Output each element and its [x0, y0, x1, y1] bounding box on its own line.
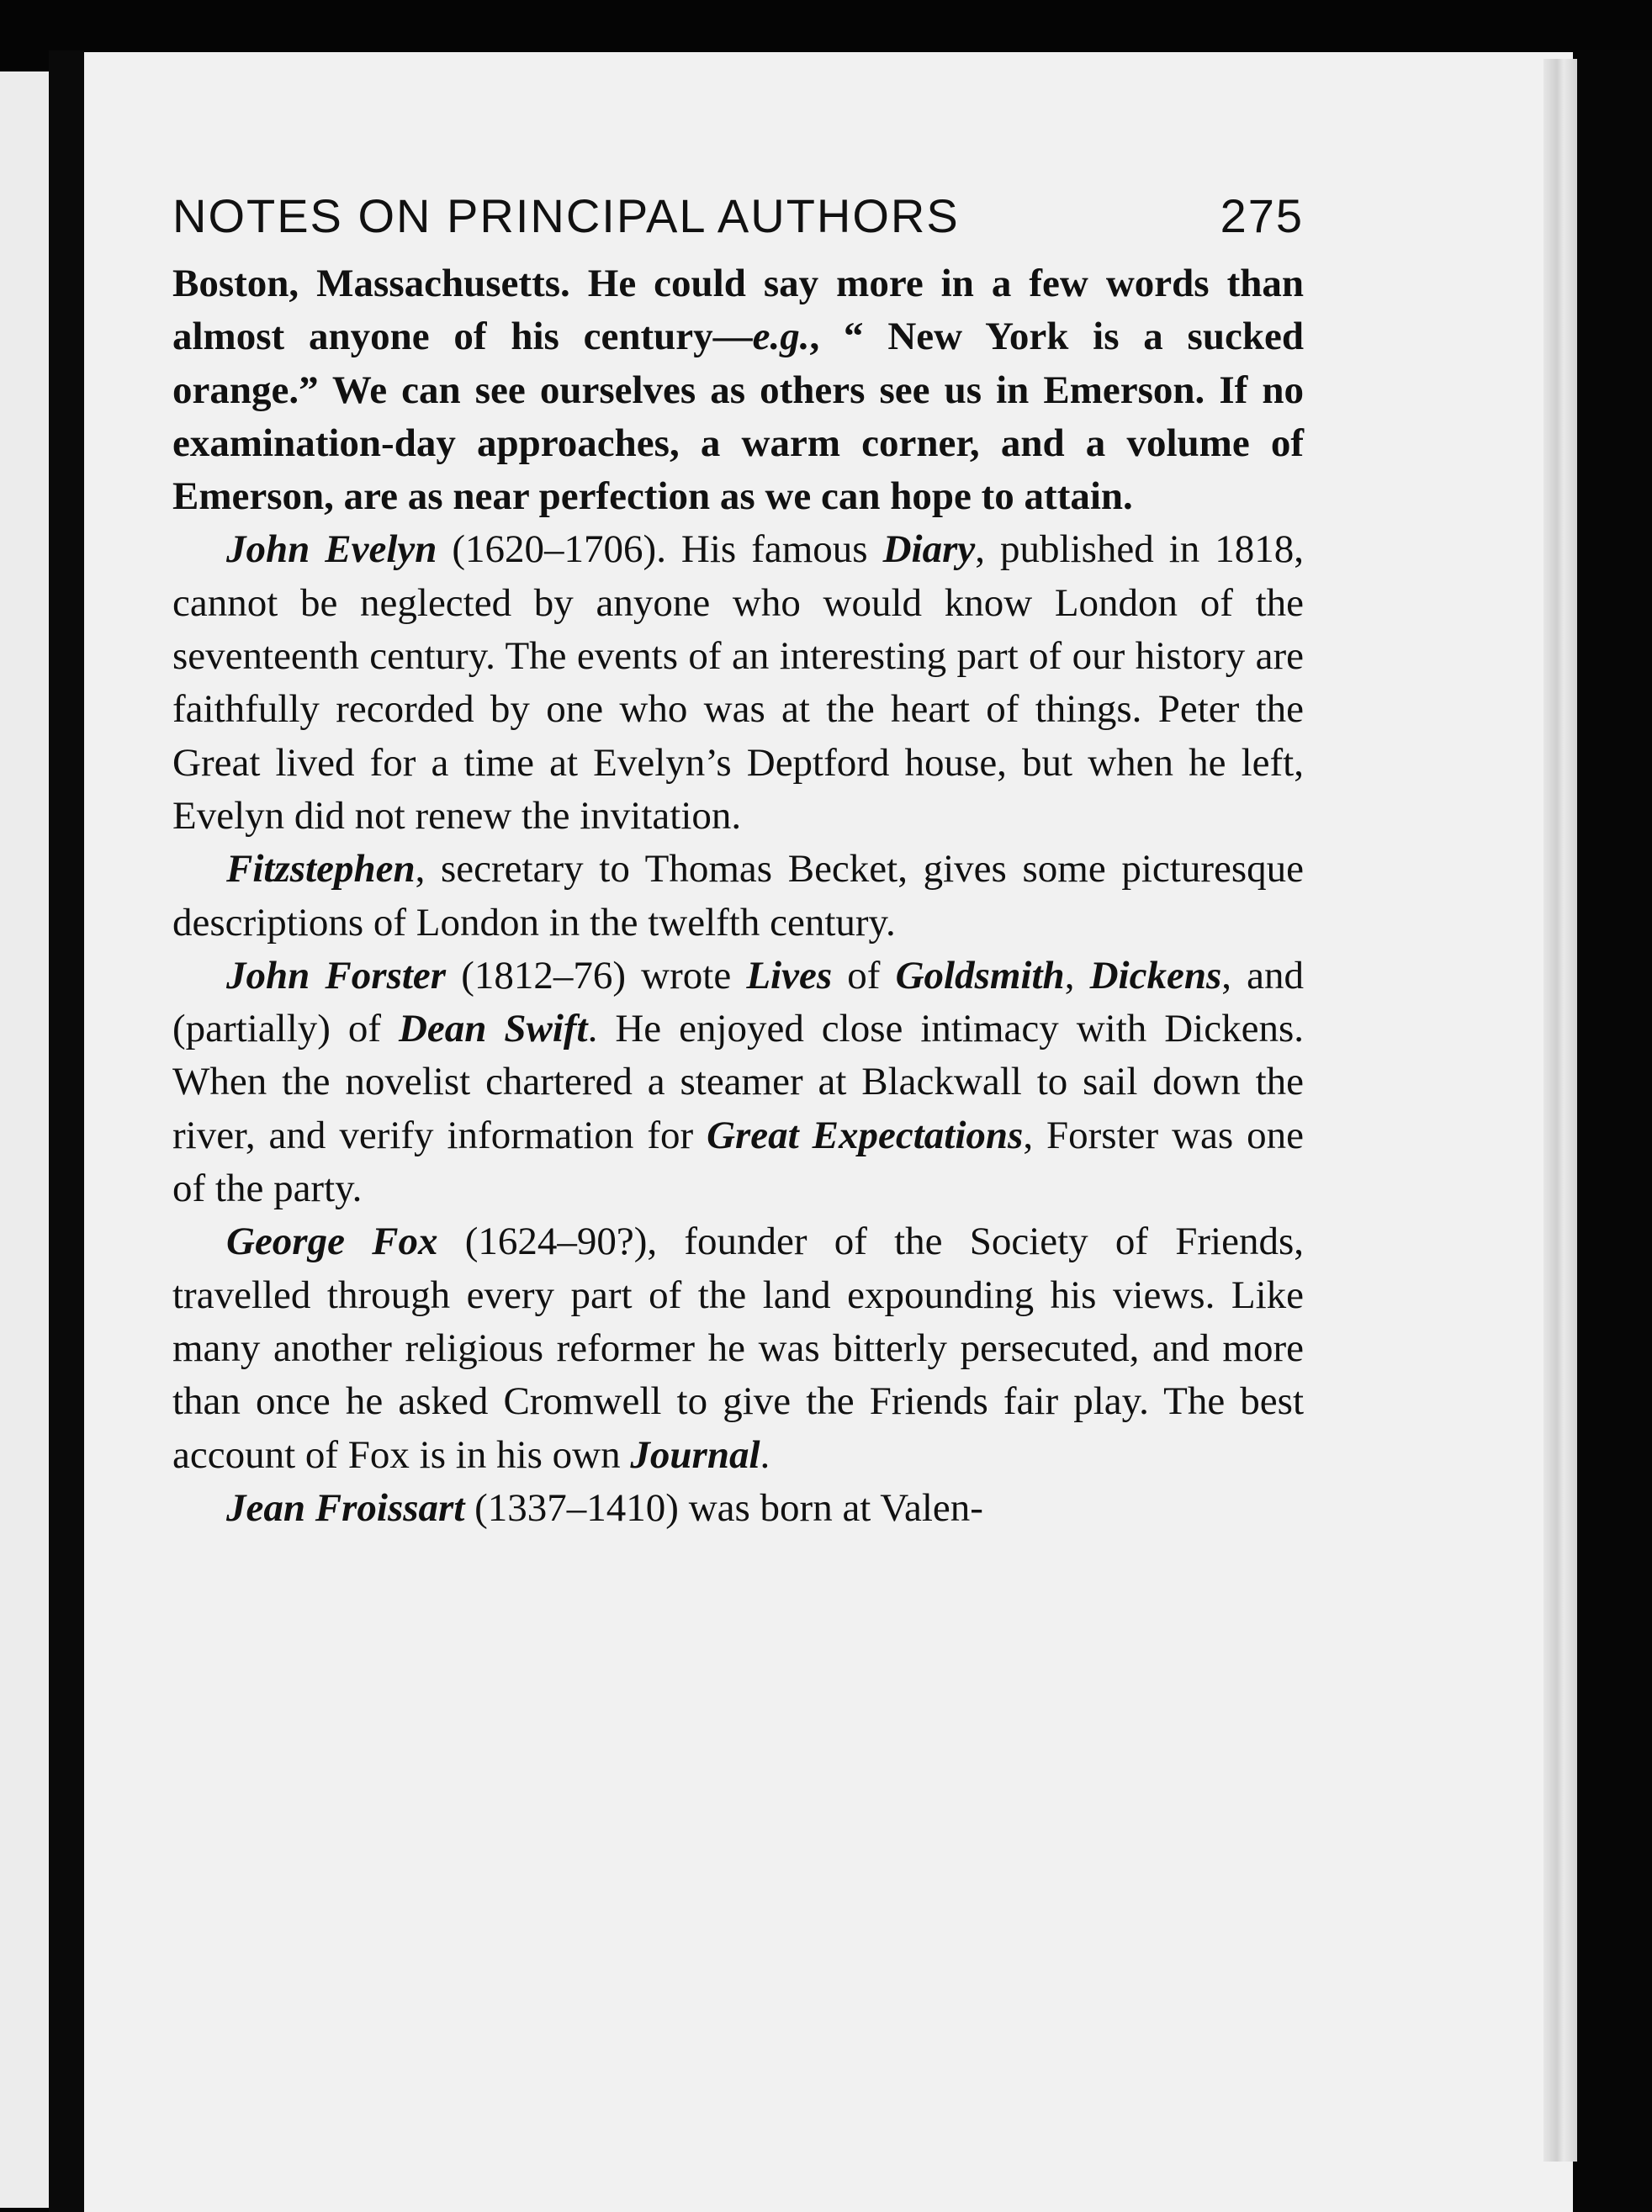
entry-text: , Forster was one of the party.	[172, 1113, 1304, 1211]
entry-text: , secretary to Thomas Becket, gives some picturesque descriptions of London in the twelfth century.	[172, 847, 1304, 945]
running-head	[172, 180, 1304, 252]
entry-text: , published in 1818, cannot be neglected by anyone who would know London of the seventeenth century. The events of an interesting part of our history are faithfully recorded by one who was at the heart of things. Peter the Great lived for a time at Evelyn’s Deptford house, but when he left, Evelyn did not renew the invitation.	[172, 527, 1304, 838]
paragraph-emerson-continued	[172, 257, 1304, 523]
book-gutter	[49, 50, 84, 2212]
author-name: Jean Froissart	[226, 1485, 465, 1530]
paragraph-text: Boston, Massachusetts. He could say more in a few words than almost anyone of his century—	[172, 262, 1304, 359]
entry-jean-froissart	[172, 1482, 1304, 1535]
work-title: Dickens	[1089, 953, 1222, 998]
work-title: Goldsmith	[895, 953, 1065, 998]
work-title: Dean Swift	[398, 1007, 588, 1051]
entry-text: of	[832, 953, 896, 998]
entry-text: (1812–76) wrote	[446, 953, 747, 998]
work-title: Great Expectations	[707, 1113, 1024, 1157]
entry-john-forster	[172, 950, 1304, 1215]
work-title: Diary	[882, 527, 976, 572]
work-title: Lives	[746, 953, 833, 998]
author-name: John Forster	[226, 953, 447, 998]
entry-text: , and (partially) of	[172, 953, 1305, 1051]
page-text	[172, 180, 1304, 1535]
entry-text: (1337–1410) was born at Valen-	[464, 1485, 983, 1530]
work-title: Journal	[630, 1432, 760, 1477]
page-edge-shading	[1543, 59, 1577, 2162]
entry-george-fox	[172, 1215, 1304, 1481]
author-name: George Fox	[226, 1220, 438, 1264]
entry-john-evelyn	[172, 523, 1304, 843]
paragraph-text: , “ New York is a sucked orange.” We can see ourselves as others see us in Emerson. If no examination-day approaches, a warm corner, and a volume of Emerson, are as near perfection as we can hope to attain.	[172, 315, 1304, 519]
entry-text: .	[760, 1432, 770, 1477]
entry-text: ,	[1064, 953, 1090, 998]
author-name: John Evelyn	[226, 527, 437, 572]
author-name: Fitzstephen	[226, 847, 416, 892]
entry-fitzstephen	[172, 843, 1304, 950]
entry-text: (1624–90?), founder of the Society of Friends, travelled through every part of the land expounding his views. Like many another religious reformer he was bitterly persecuted, and more than once he asked Cromwell to give the Friends fair play. The best account of Fox is in his own	[172, 1220, 1304, 1477]
running-head-title: NOTES ON PRINCIPAL AUTHORS	[172, 189, 960, 242]
italic-abbreviation: e.g.	[752, 315, 810, 359]
page-number: 275	[1220, 189, 1304, 242]
entry-text: (1620–1706). His famous	[437, 527, 883, 572]
entry-text: . He enjoyed close intimacy with Dickens. When the novelist chartered a steamer at Blackwall to sail down the river, and verify information for	[172, 1007, 1305, 1157]
facing-page-edge	[0, 71, 49, 2208]
scan-border	[1577, 50, 1652, 2212]
